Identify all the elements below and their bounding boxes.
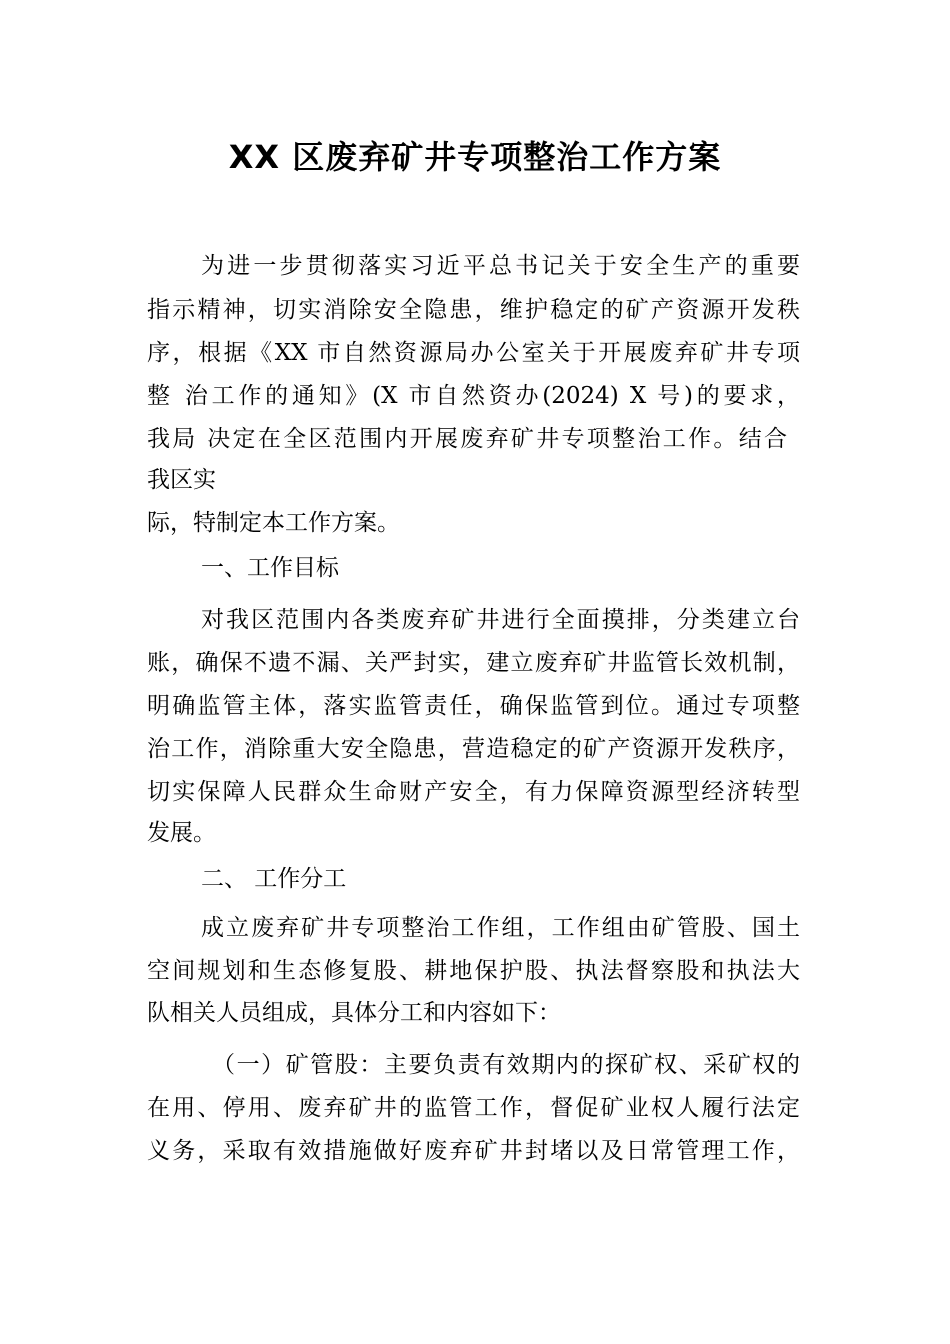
paragraph-line: 义务，采取有效措施做好废弃矿井封堵以及日常管理工作， xyxy=(147,1138,800,1164)
paragraph-line: 为进一步贯彻落实习近平总书记关于安全生产的重要 xyxy=(201,253,800,279)
paragraph-line: 我区实 xyxy=(147,467,216,493)
paragraph-line: 发展。 xyxy=(147,820,216,846)
paragraph-line: 治工作，消除重大安全隐患，营造稳定的矿产资源开发秩序， xyxy=(147,736,800,762)
paragraph-line: 际，特制定本工作方案。 xyxy=(147,510,400,536)
paragraph-line: 切实保障人民群众生命财产安全，有力保障资源型经济转型 xyxy=(147,779,800,805)
document-title: XX 区废弃矿井专项整治工作方案 xyxy=(228,138,722,176)
section-heading: 一、工作目标 xyxy=(201,555,339,581)
paragraph-line: 队相关人员组成，具体分工和内容如下： xyxy=(147,1000,561,1026)
paragraph-line: 我局 决定在全区范围内开展废弃矿井专项整治工作。结合 xyxy=(147,426,787,452)
paragraph-line: 整 治工作的通知》(X 市自然资办(2024) X 号)的要求， xyxy=(147,383,800,409)
paragraph-line: （一）矿管股：主要负责有效期内的探矿权、采矿权的 xyxy=(212,1052,800,1078)
paragraph-line: 明确监管主体，落实监管责任，确保监管到位。通过专项整 xyxy=(147,693,800,719)
paragraph-line: 序，根据《XX 市自然资源局办公室关于开展废弃矿井专项 xyxy=(147,340,800,366)
paragraph-line: 在用、停用、废弃矿井的监管工作，督促矿业权人履行法定 xyxy=(147,1095,800,1121)
paragraph-line: 对我区范围内各类废弃矿井进行全面摸排，分类建立台 xyxy=(201,607,800,633)
paragraph-line: 成立废弃矿井专项整治工作组，工作组由矿管股、国土 xyxy=(201,915,800,941)
paragraph-line: 空间规划和生态修复股、耕地保护股、执法督察股和执法大 xyxy=(147,958,800,984)
paragraph-line: 账，确保不遗不漏、关严封实，建立废弃矿井监管长效机制， xyxy=(147,650,800,676)
paragraph-line: 指示精神，切实消除安全隐患，维护稳定的矿产资源开发秩 xyxy=(147,297,800,323)
section-heading: 二、 工作分工 xyxy=(201,866,347,892)
